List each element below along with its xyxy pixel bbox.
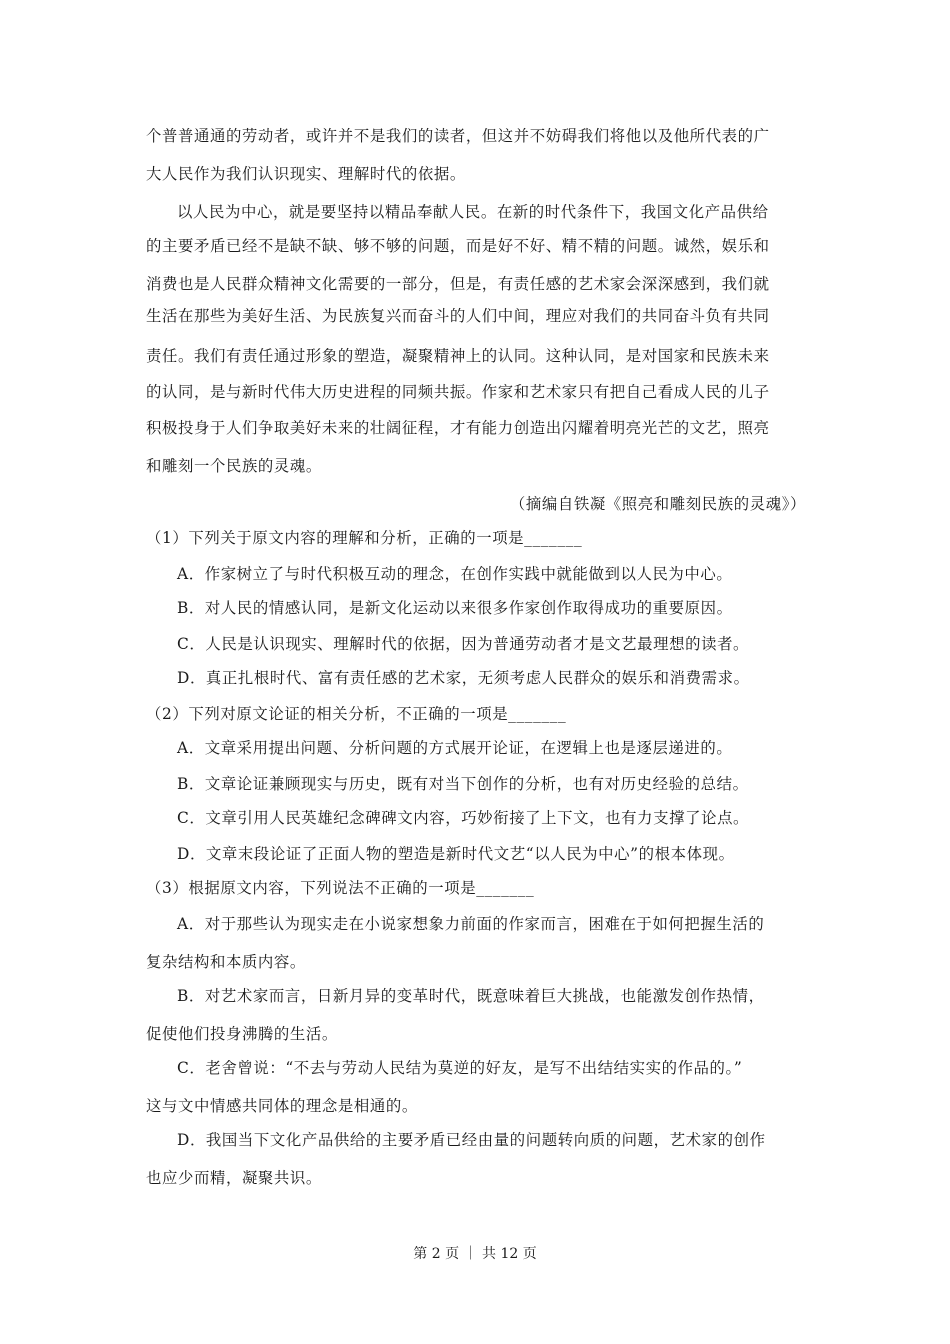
answer-option: D．真正扎根时代、富有责任感的艺术家，无须考虑人民群众的娱乐和消费需求。 (177, 669, 750, 687)
source-citation: （摘编自铁凝《照亮和雕刻民族的灵魂》） (509, 495, 806, 513)
paragraph-line: 的认同，是与新时代伟大历史进程的同频共振。作家和艺术家只有把自己看成人民的儿子 (146, 383, 770, 401)
answer-option-continuation: 也应少而精，凝聚共识。 (146, 1169, 322, 1187)
answer-option: B．对艺术家而言，日新月异的变革时代，既意味着巨大挑战，也能激发创作热情， (177, 987, 765, 1005)
paragraph-line: 个普普通通的劳动者，或许并不是我们的读者，但这并不妨碍我们将他以及他所代表的广 (146, 127, 770, 145)
answer-option-continuation: 这与文中情感共同体的理念是相通的。 (146, 1097, 418, 1115)
paragraph-line: 责任。我们有责任通过形象的塑造，凝聚精神上的认同。这种认同，是对国家和民族未来 (146, 347, 770, 365)
page-number-footer: 第 2 页 ｜ 共 12 页 (413, 1246, 537, 1262)
paragraph-line: 消费也是人民群众精神文化需要的一部分，但是，有责任感的艺术家会深深感到，我们就 (146, 275, 770, 293)
paragraph-line: 的主要矛盾已经不是缺不缺、够不够的问题，而是好不好、精不精的问题。诚然，娱乐和 (146, 237, 770, 255)
paragraph-line: 大人民作为我们认识现实、理解时代的依据。 (146, 165, 466, 183)
question-stem: （3）根据原文内容，下列说法不正确的一项是_______ (146, 879, 535, 897)
answer-option: C．文章引用人民英雄纪念碑碑文内容，巧妙衔接了上下文，也有力支撑了论点。 (177, 809, 750, 827)
answer-option-continuation: 复杂结构和本质内容。 (146, 953, 306, 971)
question-stem: （2）下列对原文论证的相关分析，不正确的一项是_______ (146, 705, 567, 723)
answer-option: B．对人民的情感认同，是新文化运动以来很多作家创作取得成功的重要原因。 (177, 599, 733, 617)
answer-option: C．人民是认识现实、理解时代的依据，因为普通劳动者才是文艺最理想的读者。 (177, 635, 750, 653)
paragraph-line: 积极投身于人们争取美好未来的壮阔征程，才有能力创造出闪耀着明亮光芒的文艺，照亮 (146, 419, 770, 437)
answer-option: A．文章采用提出问题、分析问题的方式展开论证，在逻辑上也是逐层递进的。 (177, 739, 733, 757)
answer-option: C．老舍曾说：“不去与劳动人民结为莫逆的好友，是写不出结结实实的作品的。” (177, 1059, 743, 1077)
answer-option: D．我国当下文化产品供给的主要矛盾已经由量的问题转向质的问题，艺术家的创作 (177, 1131, 766, 1149)
answer-option-continuation: 促使他们投身沸腾的生活。 (146, 1025, 338, 1043)
paragraph-line: 和雕刻一个民族的灵魂。 (146, 457, 322, 475)
answer-option: D．文章末段论证了正面人物的塑造是新时代文艺“以人民为中心”的根本体现。 (177, 845, 735, 863)
question-stem: （1）下列关于原文内容的理解和分析，正确的一项是_______ (146, 529, 583, 547)
answer-option: A．对于那些认为现实走在小说家想象力前面的作家而言，困难在于如何把握生活的 (177, 915, 765, 933)
paragraph-line: 生活在那些为美好生活、为民族复兴而奋斗的人们中间，理应对我们的共同奋斗负有共同 (146, 307, 770, 325)
paragraph-line: 以人民为中心，就是要坚持以精品奉献人民。在新的时代条件下，我国文化产品供给 (177, 203, 769, 221)
answer-option: B．文章论证兼顾现实与历史，既有对当下创作的分析，也有对历史经验的总结。 (177, 775, 749, 793)
answer-option: A．作家树立了与时代积极互动的理念，在创作实践中就能做到以人民为中心。 (177, 565, 733, 583)
